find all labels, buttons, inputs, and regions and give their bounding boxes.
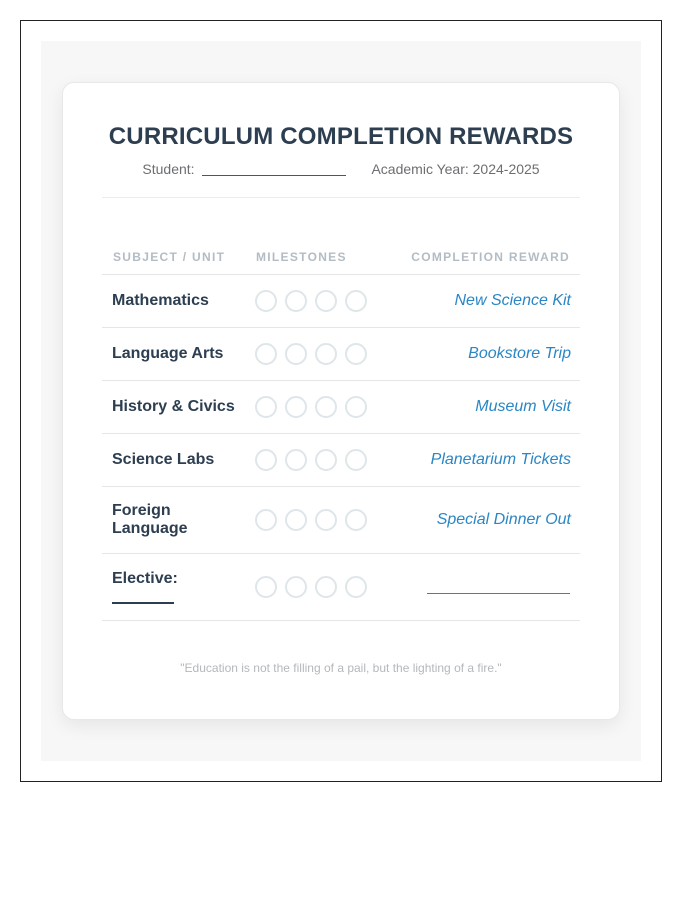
subject-name: Mathematics	[112, 292, 209, 309]
column-header-subject: SUBJECT / UNIT	[113, 250, 226, 264]
milestone-circle[interactable]	[345, 509, 367, 531]
elective-label: Elective:	[112, 570, 178, 587]
page-title: CURRICULUM COMPLETION REWARDS	[108, 123, 574, 150]
milestone-circle[interactable]	[345, 576, 367, 598]
table-row	[102, 381, 580, 434]
completion-reward: Special Dinner Out	[436, 511, 571, 528]
milestone-tracker	[255, 449, 367, 471]
footer-quote: "Education is not the filling of a pail, but the lighting of a fire."	[180, 661, 502, 675]
milestone-circle[interactable]	[315, 290, 337, 312]
milestone-circle[interactable]	[345, 290, 367, 312]
milestone-tracker	[255, 343, 367, 365]
milestone-circle[interactable]	[345, 343, 367, 365]
milestone-tracker	[255, 509, 367, 531]
completion-reward: New Science Kit	[454, 292, 571, 309]
milestone-circle[interactable]	[255, 449, 277, 471]
milestone-circle[interactable]	[345, 449, 367, 471]
rewards-table	[102, 238, 580, 621]
completion-reward: Bookstore Trip	[468, 345, 571, 362]
page-frame	[20, 20, 662, 782]
subject-name: Science Labs	[112, 451, 215, 468]
milestone-circle[interactable]	[315, 449, 337, 471]
milestone-circle[interactable]	[285, 576, 307, 598]
elective-name-blank[interactable]	[112, 588, 174, 604]
table-header	[102, 238, 580, 275]
milestone-circle[interactable]	[285, 343, 307, 365]
completion-reward: Museum Visit	[475, 398, 571, 415]
milestone-circle[interactable]	[315, 396, 337, 418]
card-meta	[63, 161, 619, 177]
milestone-circle[interactable]	[285, 449, 307, 471]
rewards-card	[62, 82, 620, 720]
milestone-circle[interactable]	[285, 509, 307, 531]
subject-name: History & Civics	[112, 398, 235, 415]
table-row	[102, 434, 580, 487]
student-label: Student:	[142, 161, 195, 177]
table-row	[102, 328, 580, 381]
milestone-tracker	[255, 396, 367, 418]
milestone-circle[interactable]	[255, 509, 277, 531]
milestone-tracker	[255, 290, 367, 312]
milestone-circle[interactable]	[285, 290, 307, 312]
milestone-circle[interactable]	[315, 343, 337, 365]
card-backdrop	[41, 41, 641, 761]
completion-reward: Planetarium Tickets	[430, 451, 571, 468]
milestone-circle[interactable]	[255, 396, 277, 418]
milestone-circle[interactable]	[255, 343, 277, 365]
column-header-reward: COMPLETION REWARD	[411, 250, 570, 264]
subject-name: Language Arts	[112, 345, 224, 362]
milestone-circle[interactable]	[285, 396, 307, 418]
table-row	[102, 275, 580, 328]
header-divider	[102, 197, 580, 198]
table-row	[102, 487, 580, 554]
student-name-blank[interactable]	[202, 161, 346, 176]
milestone-circle[interactable]	[255, 290, 277, 312]
academic-year: Academic Year: 2024-2025	[371, 161, 540, 177]
subject-name: Foreign Language	[112, 502, 188, 537]
milestone-circle[interactable]	[255, 576, 277, 598]
milestone-circle[interactable]	[315, 576, 337, 598]
milestone-circle[interactable]	[315, 509, 337, 531]
reward-blank[interactable]	[427, 593, 570, 594]
milestone-circle[interactable]	[345, 396, 367, 418]
column-header-milestones: MILESTONES	[256, 250, 347, 264]
table-row	[102, 554, 580, 621]
milestone-tracker	[255, 576, 367, 598]
subject-name	[112, 570, 242, 604]
